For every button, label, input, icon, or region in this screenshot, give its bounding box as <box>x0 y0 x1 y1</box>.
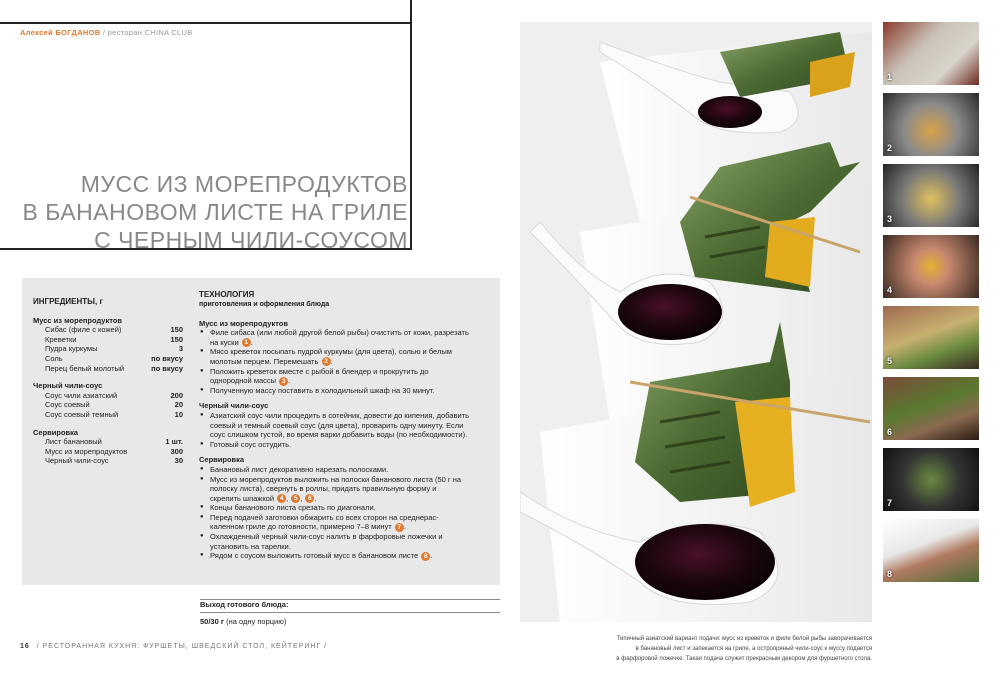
ingredients-column <box>33 297 183 474</box>
step-photo-number: 1 <box>242 338 251 347</box>
step-photo-number: 4 <box>277 494 286 503</box>
ingredient-group-title: Черный чили-соус <box>33 381 103 391</box>
yield-rule-bottom <box>200 612 500 613</box>
ingredient-group <box>33 428 183 466</box>
ingredient-name: Соль <box>45 353 63 363</box>
yield-value <box>200 617 286 626</box>
ingredient-name: Лист банановый <box>45 437 102 447</box>
technology-step <box>199 503 469 513</box>
ingredient-amount: 150 <box>170 334 183 344</box>
ingredient-group <box>33 316 183 374</box>
title-line-2: В БАНАНОВОМ ЛИСТЕ НА ГРИЛЕ <box>22 199 408 225</box>
ingredient-row <box>33 391 183 401</box>
ingredient-row <box>33 410 183 420</box>
title-line-1: МУСС ИЗ МОРЕПРОДУКТОВ <box>80 171 408 197</box>
step-text: Перед подачей заготовки обжарить со всех сторон на среднераскаленном гриле до готовности, примерно 7–8 минут <box>210 512 439 532</box>
yield-amount: 50/30 г <box>200 617 224 626</box>
ingredient-group-title: Сервировка <box>33 427 79 437</box>
yield-note: (на одну порцию) <box>226 617 287 626</box>
step-text: Охлажденный черный чили-соус налить в фарфоровые ложечки и установить на тарелки. <box>210 532 443 551</box>
ingredient-row <box>33 456 183 466</box>
technology-title: ТЕХНОЛОГИЯ <box>199 290 255 299</box>
photo-caption <box>492 634 872 664</box>
ingredient-amount: 3 <box>178 344 183 354</box>
ingredient-row <box>33 354 183 364</box>
ingredient-name: Соус соевый темный <box>45 409 119 419</box>
ingredient-row <box>33 344 183 354</box>
ingredient-amount: 150 <box>170 325 183 335</box>
technology-subtitle: приготовления и оформления блюда <box>199 301 330 308</box>
ingredient-name: Соус соевый <box>45 400 90 410</box>
running-header <box>20 28 193 37</box>
ingredient-amount: 20 <box>174 400 183 410</box>
step-text: Положить креветок вместе с рыбой в блендер и прокрутить до однородной массы <box>210 366 429 386</box>
technology-step <box>199 386 469 396</box>
ingredient-row <box>33 335 183 345</box>
step-photo-label: 5 <box>887 356 893 366</box>
step-photo-number: 8 <box>421 552 430 561</box>
technology-step: ● Мясо креветок посыпать пудрой куркумы (для цвета), солью и белым молотым перцем. Перемешать 2 . <box>199 347 469 366</box>
ingredient-name: Перец белый молотый <box>45 363 125 373</box>
step-text: Готовый соус остудить. <box>210 439 292 449</box>
step-photo-number: 6 <box>305 494 314 503</box>
ingredient-name: Мусс из морепродуктов <box>45 446 128 456</box>
caption-line-3: в фарфоровой ложечке. Такая подача служит прекрасным декором для фуршетного стола. <box>616 656 872 662</box>
technology-step <box>199 532 469 551</box>
ingredient-name: Пудра куркумы <box>45 344 98 354</box>
author-name: Алексей БОГДАНОВ <box>20 28 101 37</box>
step-photo-4 <box>883 235 979 298</box>
technology-section-title: Черный чили-соус <box>199 401 269 411</box>
ingredient-name: Креветки <box>45 334 77 344</box>
title-line-3: С ЧЕРНЫМ ЧИЛИ-СОУСОМ <box>94 227 408 253</box>
step-photo-2 <box>883 93 979 156</box>
technology-step <box>199 440 469 450</box>
ingredients-title: ИНГРЕДИЕНТЫ, г <box>33 297 103 306</box>
page-footer <box>20 643 327 650</box>
frame-vertical-line <box>410 0 412 250</box>
ingredient-amount: 30 <box>174 456 183 466</box>
step-photo-label: 7 <box>887 498 893 508</box>
recipe-title <box>23 170 408 254</box>
step-photo-number: 2 <box>322 357 331 366</box>
step-photo-label: 8 <box>887 569 893 579</box>
main-dish-photo <box>520 22 872 622</box>
ingredient-amount: по вкусу <box>151 363 183 373</box>
caption-line-2: в банановый лист и запекается на гриле, а остропряный чили-соус к муссу подается <box>635 646 872 652</box>
yield-label: Выход готового блюда: <box>200 600 289 609</box>
ingredient-name: Соус чили азиатский <box>45 390 118 400</box>
ingredient-amount: 10 <box>174 409 183 419</box>
step-photo-5 <box>883 306 979 369</box>
step-photo-label: 3 <box>887 214 893 224</box>
technology-step: ● Положить креветок вместе с рыбой в блендер и прокрутить до однородной массы 3 . <box>199 367 469 386</box>
step-photo-label: 2 <box>887 143 893 153</box>
ingredient-amount: по вкусу <box>151 353 183 363</box>
ingredient-row <box>33 364 183 374</box>
step-text: Концы бананового листа срезать по диагонали. <box>210 503 376 513</box>
technology-step: ● Рядом с соусом выложить готовый мусс в банановом листе 8 . <box>199 551 469 561</box>
technology-step: ● Мусс из морепродуктов выложить на полоски бананового листа (50 г на полоску листа), свернуть в роллы, придать правильную форму и скрепить шпажкой 4 , 5 , 6 . <box>199 475 469 504</box>
step-text: Полученную массу поставить в холодильный шкаф на 30 минут. <box>210 385 435 395</box>
step-text: Мусс из морепродуктов выложить на полоски бананового листа (50 г на полоску листа), свернуть в роллы, придать правильную форму и скрепить шпажкой <box>210 474 462 503</box>
ingredient-amount: 200 <box>170 390 183 400</box>
ingredient-amount: 1 шт. <box>165 437 183 447</box>
ingredient-name: Сибас (филе с кожей) <box>45 325 122 335</box>
ingredient-row <box>33 447 183 457</box>
step-photo-6 <box>883 377 979 440</box>
step-text: Мясо креветок посыпать пудрой куркумы (для цвета), солью и белым молотым перцем. Перемешать <box>210 347 452 366</box>
step-text: Банановый лист декоративно нарезать полосками. <box>210 464 389 474</box>
technology-step: ● Перед подачей заготовки обжарить со всех сторон на среднераскаленном гриле до готовности, примерно 7–8 минут 7 . <box>199 513 469 532</box>
step-photo-label: 4 <box>887 285 893 295</box>
technology-step <box>199 465 469 475</box>
frame-top-line <box>0 22 412 24</box>
step-text: Филе сибаса (или любой другой белой рыбы) очистить от кожи, разрезать на куски <box>210 328 469 347</box>
technology-step: ● Филе сибаса (или любой другой белой рыбы) очистить от кожи, разрезать на куски 1 . <box>199 328 469 347</box>
step-photo-number: 7 <box>395 523 404 532</box>
ingredient-group <box>33 381 183 419</box>
step-text: Азиатский соус чили процедить в сотейник, довести до кипения, добавить соевый и темный соевый соус (для цвета), проварить одну минуту. Если соус слишком густой, во время варки добавить воды (по необходимости). <box>210 410 469 440</box>
step-photo-7 <box>883 448 979 511</box>
ingredient-row <box>33 325 183 335</box>
step-text: Рядом с соусом выложить готовый мусс в банановом листе <box>210 551 421 561</box>
technology-step <box>199 411 469 440</box>
ingredient-row <box>33 437 183 447</box>
header-separator: / <box>102 28 106 37</box>
step-photo-number: 5 <box>291 494 300 503</box>
footer-title: / РЕСТОРАННАЯ КУХНЯ: ФУРШЕТЫ, ШВЕДСКИЙ СТОЛ, КЕЙТЕРИНГ / <box>36 643 328 650</box>
step-photo-1 <box>883 22 979 85</box>
page-number: 16 <box>20 643 30 650</box>
step-photo-label: 1 <box>887 72 893 82</box>
technology-section-title: Мусс из морепродуктов <box>199 318 289 328</box>
restaurant-name: ресторан CHINA CLUB <box>107 28 193 37</box>
technology-section-title: Сервировка <box>199 455 245 465</box>
technology-column <box>199 290 469 561</box>
ingredient-group-title: Мусс из морепродуктов <box>33 315 123 325</box>
caption-line-1: Типичный азиатский вариант подачи: мусс из креветок и филе белой рыбы заворачивается <box>616 636 872 642</box>
ingredient-amount: 300 <box>170 446 183 456</box>
ingredient-name: Черный чили-соус <box>45 456 109 466</box>
step-photos <box>883 22 979 590</box>
step-photo-8 <box>883 519 979 582</box>
ingredient-row <box>33 400 183 410</box>
step-photo-3 <box>883 164 979 227</box>
step-photo-number: 3 <box>279 377 288 386</box>
step-photo-label: 6 <box>887 427 893 437</box>
